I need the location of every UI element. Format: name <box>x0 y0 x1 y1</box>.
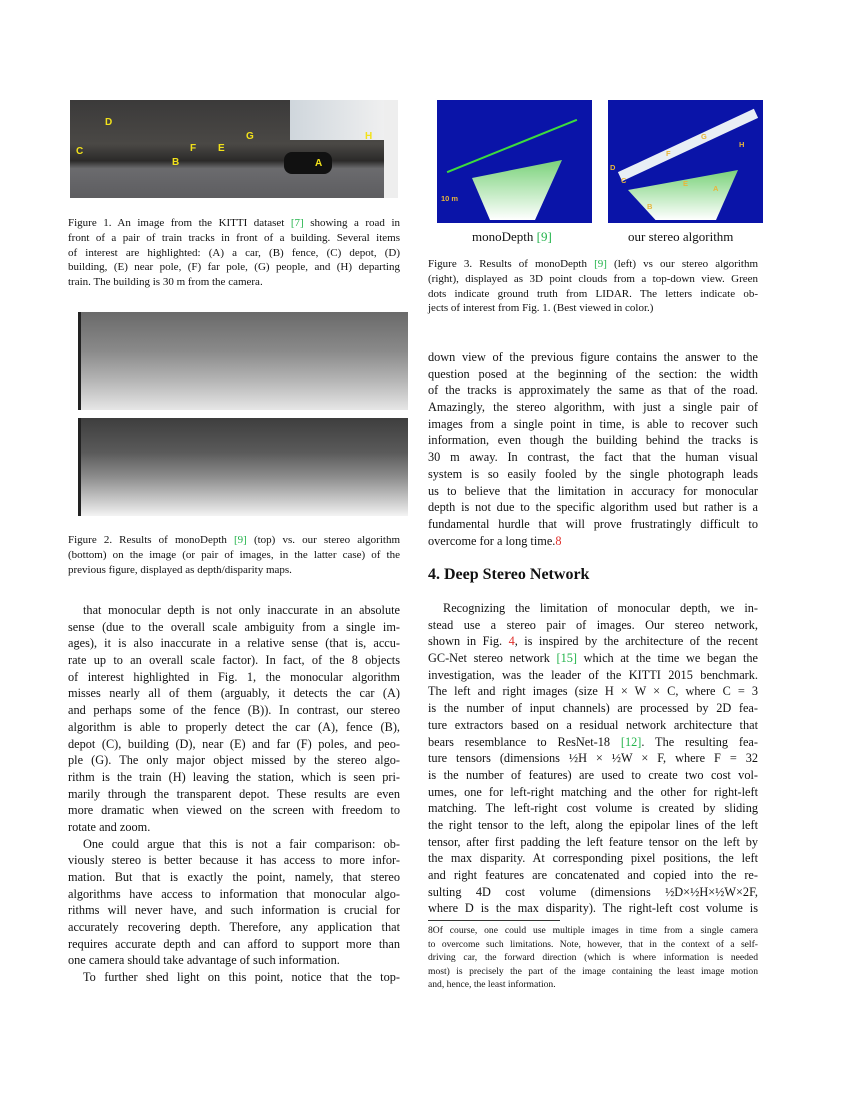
text-span: marily through the transparent depot. These results are even <box>68 786 400 801</box>
text-span: requires accurate depth and can afford to support more than <box>68 936 400 951</box>
text-line <box>428 533 758 550</box>
text-span: . The resulting fea- <box>641 734 758 749</box>
text-span: sense (due to the overall scale ambiguity from a single im- <box>68 619 400 634</box>
text-span: dots indicate ground truth from LIDAR. The letters indicate ob- <box>428 287 758 300</box>
text-span: ple (G). The only major object missed by the stereo algo- <box>68 753 400 768</box>
text-span: mation. But that is exactly the point, namely, that stereo <box>68 870 400 884</box>
text-line <box>428 924 758 938</box>
text-line <box>68 886 400 903</box>
text-line <box>428 257 758 272</box>
text-line <box>428 717 758 734</box>
text-line <box>428 349 758 366</box>
text-line <box>68 786 400 803</box>
text-line <box>68 819 400 836</box>
text-span: jects of interest from Fig. 1. (Best viewed in color.) <box>428 302 654 315</box>
figure3-stereo-pointcloud <box>608 100 763 223</box>
text-span: (right), displayed as 3D point clouds from a top-down view. Green <box>428 272 758 285</box>
text-span: algorithm is able to properly detect the car (A), fence (B), <box>68 719 400 734</box>
text-line <box>68 769 400 786</box>
text-line <box>68 952 400 969</box>
text-span: rithm is the train (H) leaving the station, which is seen pri- <box>68 769 400 784</box>
text-line <box>68 852 400 869</box>
text-line <box>68 602 400 619</box>
text-line <box>68 563 400 578</box>
figure1-label-d: D <box>105 117 113 128</box>
text-line <box>428 700 758 717</box>
text-span: front of a pair of train tracks in front of a building. Several items <box>68 231 400 244</box>
text-line <box>68 719 400 736</box>
text-span: bears resemblance to ResNet-18 <box>428 734 621 749</box>
figure3-label-h: H <box>739 140 745 149</box>
text-span: Recognizing the limitation of monocular depth, we in- <box>443 601 758 615</box>
text-span: which at the time we began the <box>577 651 759 666</box>
text-line <box>68 802 400 819</box>
figure1-kitti-image <box>70 100 398 198</box>
text-line <box>68 231 400 246</box>
text-line <box>428 734 758 751</box>
figure2-stereo-map <box>78 418 408 516</box>
text-line <box>428 432 758 449</box>
text-span: umes, one for left-right matching and the other for right-left <box>428 784 758 799</box>
text-line <box>428 449 758 466</box>
text-line <box>68 652 400 669</box>
text-span: Figure 3. Results of monoDepth <box>428 258 595 270</box>
text-line <box>428 272 758 287</box>
figure3-subcaption-right <box>628 229 733 244</box>
figure3-label-c: C <box>621 176 627 185</box>
text-span: one camera should take advantage of such information. <box>68 953 340 968</box>
text-span: ture extractors based on a residual network architecture that <box>428 717 758 732</box>
text-span: overcome for a long time. <box>428 533 556 548</box>
text-line <box>428 850 758 867</box>
text-span: system is so easily fooled by the single photograph leads <box>428 466 758 481</box>
figure2-caption <box>68 533 400 577</box>
citation-link[interactable]: [12] <box>620 734 642 749</box>
text-span: rithms will never have, and such information is crucial for <box>68 903 400 918</box>
text-span: the right tensor to the left, along the epipolar lines of the left <box>428 817 758 832</box>
figure1-label-c: C <box>76 146 84 157</box>
text-line <box>428 650 758 667</box>
figure3-monodepth-pointcloud <box>437 100 592 223</box>
text-span: misses nearly all of them (arguably, it detects the car (A) <box>68 686 400 701</box>
text-span: us to believe that the limitation in accuracy for monocular <box>428 483 758 498</box>
text-span: question posed at the beginning of the section: the width <box>428 366 758 381</box>
text-span: to overcome such limitations. Note, however, that in the context of a self- <box>428 938 758 950</box>
text-span: GC-Net stereo network <box>428 651 557 666</box>
text-span: and, hence, the least information. <box>428 979 556 990</box>
text-line <box>68 685 400 702</box>
text-line <box>68 836 400 853</box>
citation-link[interactable]: [9] <box>234 534 247 546</box>
text-line <box>428 750 758 767</box>
text-span: is the number of input channels) are processed by 2D fea- <box>428 701 758 716</box>
citation-link[interactable]: [9] <box>594 258 607 270</box>
text-line <box>428 516 758 533</box>
figure2-monodepth-map <box>78 312 408 410</box>
text-span: (bottom) on the image (or pair of images, in the latter case) of the <box>68 548 400 561</box>
text-span: more dramatic when viewed on the screen with freedom to <box>68 803 400 818</box>
text-line <box>68 275 400 290</box>
text-span: The left and right images (size H × W × C, where C = 3 <box>428 684 758 699</box>
text-span: monoDepth <box>472 229 537 244</box>
text-line <box>428 366 758 383</box>
text-line <box>428 399 758 416</box>
text-span: most) is precisely the part of the image containing the least image motion <box>428 965 758 977</box>
text-span: of the tracks is approximately the same as that of the road. <box>428 383 758 398</box>
text-line <box>68 869 400 886</box>
figure1-caption <box>68 216 400 290</box>
text-line <box>68 533 400 548</box>
figure1-label-f: F <box>190 143 197 154</box>
text-span: of interest are highlighted: (A) a car, (B) fence, (C) depot, (D) <box>68 246 400 259</box>
figure1-label-g: G <box>246 131 254 142</box>
text-span: rotate and zoom. <box>68 819 151 834</box>
reference-link[interactable]: 4 <box>508 634 515 649</box>
section-heading: 4. Deep Stereo Network <box>428 566 590 583</box>
text-span: shown in Fig. <box>428 634 509 649</box>
figure3-label-e: E <box>683 179 689 188</box>
footnote <box>428 924 758 992</box>
text-span: building, (E) near pole, (F) far pole, (G) people, and (H) departing <box>68 261 400 274</box>
text-line <box>428 800 758 817</box>
text-line <box>428 965 758 979</box>
citation-link[interactable]: [9] <box>536 229 552 244</box>
text-line <box>428 466 758 483</box>
text-span: of interest highlighted in Fig. 1, the monocular algorithm <box>68 669 400 684</box>
text-line <box>428 287 758 302</box>
citation-link[interactable]: [7] <box>290 217 304 229</box>
text-line <box>428 884 758 901</box>
text-span: stead use a stereo pair of images. Our stereo network, <box>428 617 758 632</box>
text-span: tensor, after first padding the left feature tensor on the left by <box>428 834 758 849</box>
text-line <box>428 867 758 884</box>
text-line <box>68 902 400 919</box>
text-span: To further shed light on this point, notice that the top- <box>83 970 400 985</box>
text-span: and perhaps some of the fence (B)). In contrast, our stereo <box>68 703 400 718</box>
text-line <box>68 936 400 953</box>
text-span: investigation, was the leader of the KITTI 2015 benchmark. <box>428 667 758 682</box>
text-line <box>428 633 758 650</box>
text-span: accurately recovering depth. Therefore, any application that <box>68 920 400 935</box>
text-span: ture tensors (dimensions ½H × ½W × F, where F = 32 <box>428 751 758 766</box>
text-line <box>428 483 758 500</box>
right-column-text-top <box>428 349 758 549</box>
text-span: 8Of course, one could use multiple images in time from a single camera <box>428 925 758 936</box>
text-span: 30 m away. In contrast, the fact that the human visual <box>428 450 758 465</box>
citation-link[interactable]: [15] <box>556 651 578 666</box>
text-line <box>68 246 400 261</box>
figure3-label-g: G <box>701 132 707 141</box>
text-line <box>428 938 758 952</box>
text-line <box>428 683 758 700</box>
text-line <box>428 767 758 784</box>
text-line <box>428 382 758 399</box>
text-line <box>428 499 758 516</box>
text-span: driving car, the forward direction (which is where information is needed <box>428 952 758 963</box>
text-span: information, even though the building behind the tracks is <box>428 433 758 448</box>
text-span: One could argue that this is not a fair comparison: ob- <box>83 836 400 851</box>
figure3-label-b: B <box>647 202 653 211</box>
text-line <box>428 416 758 433</box>
figure3-caption <box>428 257 758 316</box>
text-span: showing a road in <box>303 217 400 229</box>
reference-link[interactable]: 8 <box>555 533 562 548</box>
text-span: rate up to an overall scale factor). In fact, of the 8 objects <box>68 653 400 668</box>
right-column-section-text <box>428 600 758 917</box>
text-line <box>428 834 758 851</box>
text-line <box>68 260 400 275</box>
text-span: Figure 2. Results of monoDepth <box>68 534 235 546</box>
text-line <box>68 969 400 986</box>
text-span: sulting 4D cost volume (dimensions ½D×½H×½W×2F, <box>428 884 758 899</box>
text-line <box>68 702 400 719</box>
figure3-label-f: F <box>666 149 671 158</box>
text-line <box>68 216 400 231</box>
figure1-label-b: B <box>172 157 180 168</box>
footnote-rule <box>428 920 560 921</box>
text-span: (left) vs our stereo algorithm <box>606 258 759 270</box>
text-line <box>68 619 400 636</box>
figure1-label-e: E <box>218 143 225 154</box>
text-span: (top) vs. our stereo algorithm <box>246 534 400 546</box>
text-line <box>68 752 400 769</box>
text-span: that monocular depth is not only inaccurate in an absolute <box>83 603 400 617</box>
text-line <box>428 617 758 634</box>
figure1-label-h: H <box>365 131 373 142</box>
text-span: algorithms have access to information that monocular algo- <box>68 886 400 901</box>
text-line <box>68 669 400 686</box>
text-line <box>428 951 758 965</box>
text-line <box>428 600 758 617</box>
text-line <box>428 301 758 316</box>
text-span: our stereo algorithm <box>628 229 734 244</box>
text-span: and right features are concatenated and copied into the re- <box>428 868 758 882</box>
text-line <box>428 784 758 801</box>
text-line <box>68 635 400 652</box>
text-span: train. The building is 30 m from the camera. <box>68 276 263 289</box>
text-span: images from a single point in time, is able to recover such <box>428 416 758 431</box>
text-line <box>428 667 758 684</box>
text-span: depot (C), building (D), near (E) and far (F) poles, and peo- <box>68 736 400 751</box>
text-span: Amazingly, the stereo algorithm, with just a single pair of <box>428 400 758 415</box>
text-span: Figure 1. An image from the KITTI dataset <box>68 217 291 229</box>
figure1-label-a: A <box>315 158 323 169</box>
text-span: the max disparity. At corresponding pixel positions, the left <box>428 851 758 866</box>
left-column-text <box>68 602 400 986</box>
text-span: viously stereo is better because it has access to more infor- <box>68 853 400 868</box>
text-line <box>428 817 758 834</box>
text-span: , is inspired by the architecture of the recent <box>514 634 758 649</box>
text-span: depth is not due to the specific algorithm used but rather is a <box>428 500 758 515</box>
text-span: ages), it is also inaccurate in a relative sense (that is, accu- <box>68 636 400 651</box>
text-line <box>428 900 758 917</box>
text-line <box>428 978 758 992</box>
text-span: where D is the max disparity). The right-left cost volume is <box>428 901 758 916</box>
figure3-subcaption-left <box>472 229 552 244</box>
text-span: previous figure, displayed as depth/disparity maps. <box>68 563 292 576</box>
text-span: is the number of features) are used to create two cost vol- <box>428 767 758 782</box>
text-span: down view of the previous figure contains the answer to the <box>428 350 758 364</box>
text-line <box>68 548 400 563</box>
text-line <box>68 919 400 936</box>
figure3-label-a: A <box>713 184 719 193</box>
figure3-label-d: D <box>610 163 616 172</box>
text-line <box>68 736 400 753</box>
text-span: fundamental hurdle that will prove frustratingly difficult to <box>428 516 758 531</box>
text-span: matching. The left-right cost volume is created by sliding <box>428 801 758 816</box>
figure3-scale-label: 10 m <box>441 194 459 203</box>
